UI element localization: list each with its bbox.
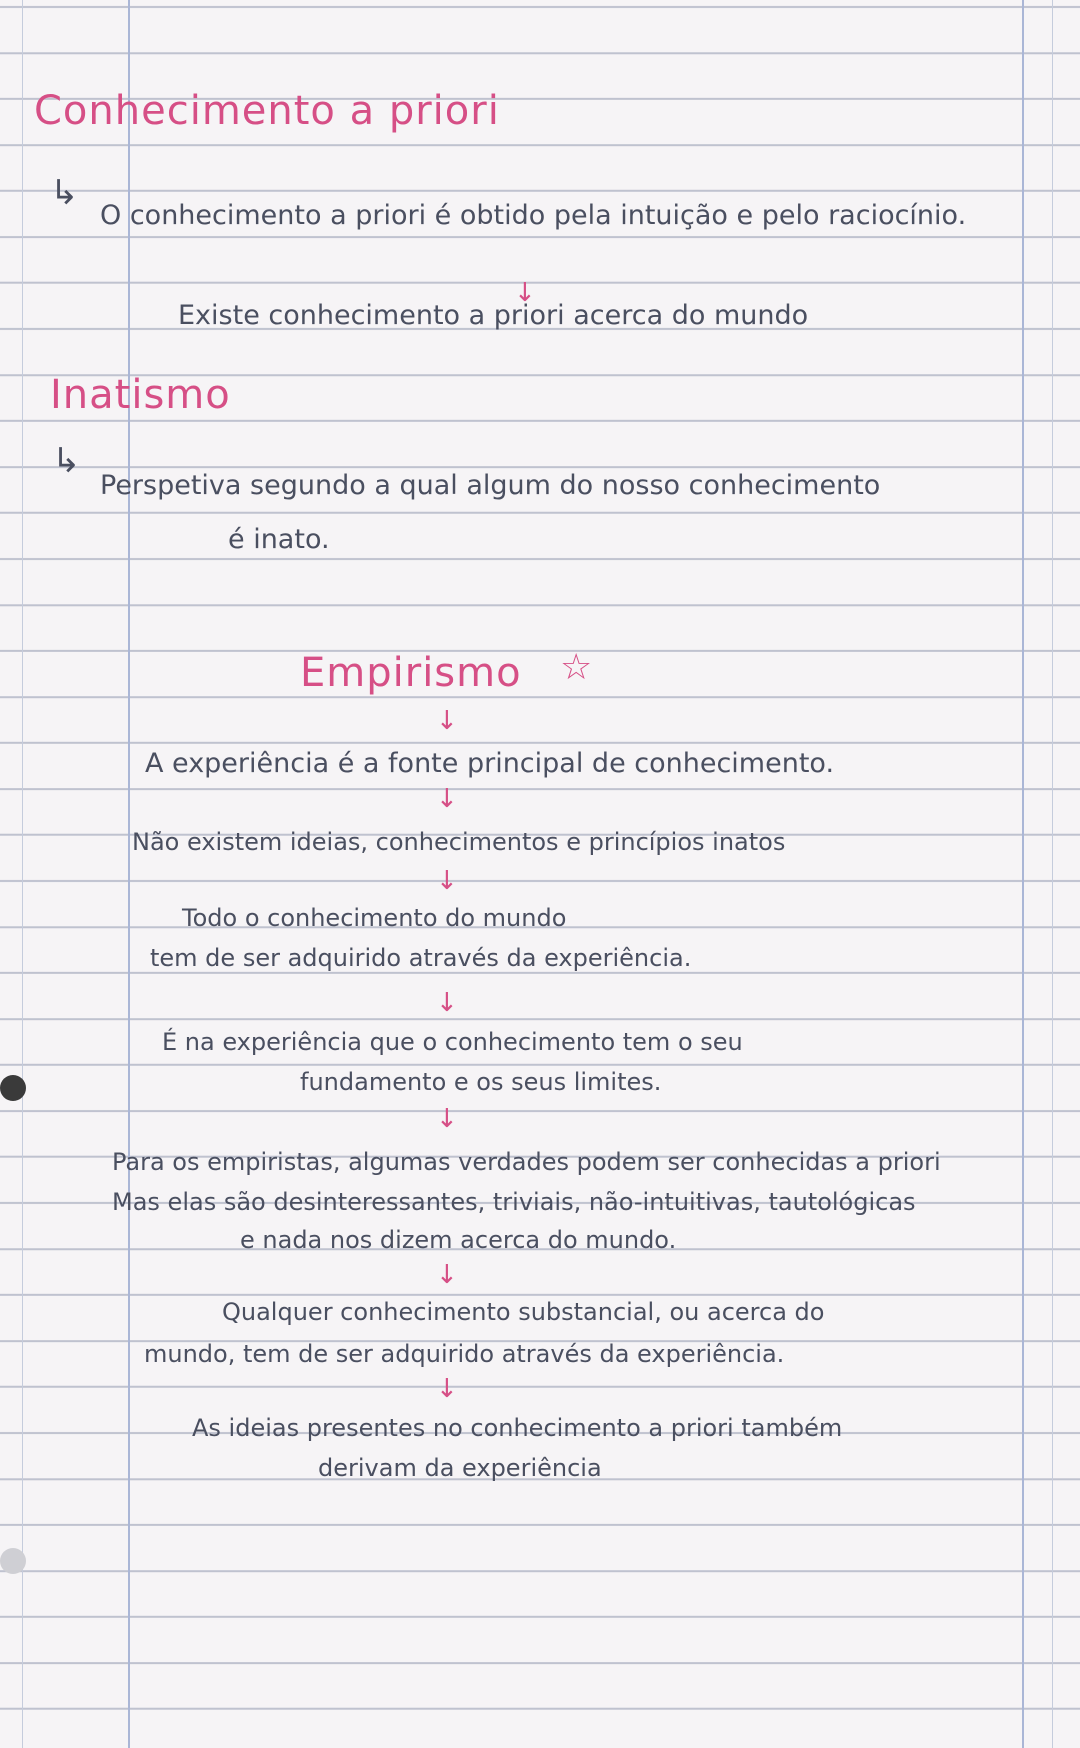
text-line: é inato. <box>228 524 330 555</box>
text-line: Não existem ideias, conhecimentos e princípios inatos <box>132 828 786 856</box>
bullet-arrow-icon: ↳ <box>50 173 79 213</box>
text-line: É na experiência que o conhecimento tem o seu <box>162 1028 743 1056</box>
section-title: Empirismo <box>300 650 522 696</box>
binder-hole <box>0 1548 26 1574</box>
text-line: Qualquer conhecimento substancial, ou acerca do <box>222 1298 825 1326</box>
arrow-down-icon: ↓ <box>436 784 458 814</box>
binder-hole <box>0 1075 26 1101</box>
arrow-down-icon: ↓ <box>436 1104 458 1134</box>
margin-line <box>1022 0 1024 1748</box>
arrow-down-icon: ↓ <box>436 1374 458 1404</box>
text-line: As ideias presentes no conhecimento a priori também <box>192 1414 843 1442</box>
margin-line <box>1052 0 1053 1748</box>
text-line: tem de ser adquirido através da experiência. <box>150 944 692 972</box>
text-line: Perspetiva segundo a qual algum do nosso conhecimento <box>100 470 881 501</box>
arrow-down-icon: ↓ <box>436 706 458 736</box>
text-line: fundamento e os seus limites. <box>300 1068 662 1096</box>
arrow-down-icon: ↓ <box>514 278 536 308</box>
arrow-down-icon: ↓ <box>436 866 458 896</box>
section-title: Conhecimento a priori <box>34 88 500 134</box>
text-line: A experiência é a fonte principal de conhecimento. <box>145 748 835 779</box>
text-line: e nada nos dizem acerca do mundo. <box>240 1226 677 1254</box>
text-line: Todo o conhecimento do mundo <box>182 904 567 932</box>
text-line: Para os empiristas, algumas verdades podem ser conhecidas a priori <box>112 1148 941 1176</box>
margin-line <box>22 0 23 1748</box>
text-line: derivam da experiência <box>318 1454 602 1482</box>
margin-line <box>128 0 130 1748</box>
text-line: Existe conhecimento a priori acerca do mundo <box>178 300 809 331</box>
arrow-down-icon: ↓ <box>436 1260 458 1290</box>
text-line: O conhecimento a priori é obtido pela intuição e pelo raciocínio. <box>100 200 967 231</box>
text-line: Mas elas são desinteressantes, triviais, não-intuitivas, tautológicas <box>112 1188 916 1216</box>
bullet-arrow-icon: ↳ <box>52 441 81 481</box>
text-line: mundo, tem de ser adquirido através da experiência. <box>144 1340 785 1368</box>
star-icon: ☆ <box>560 647 593 688</box>
section-title: Inatismo <box>50 372 231 418</box>
arrow-down-icon: ↓ <box>436 988 458 1018</box>
